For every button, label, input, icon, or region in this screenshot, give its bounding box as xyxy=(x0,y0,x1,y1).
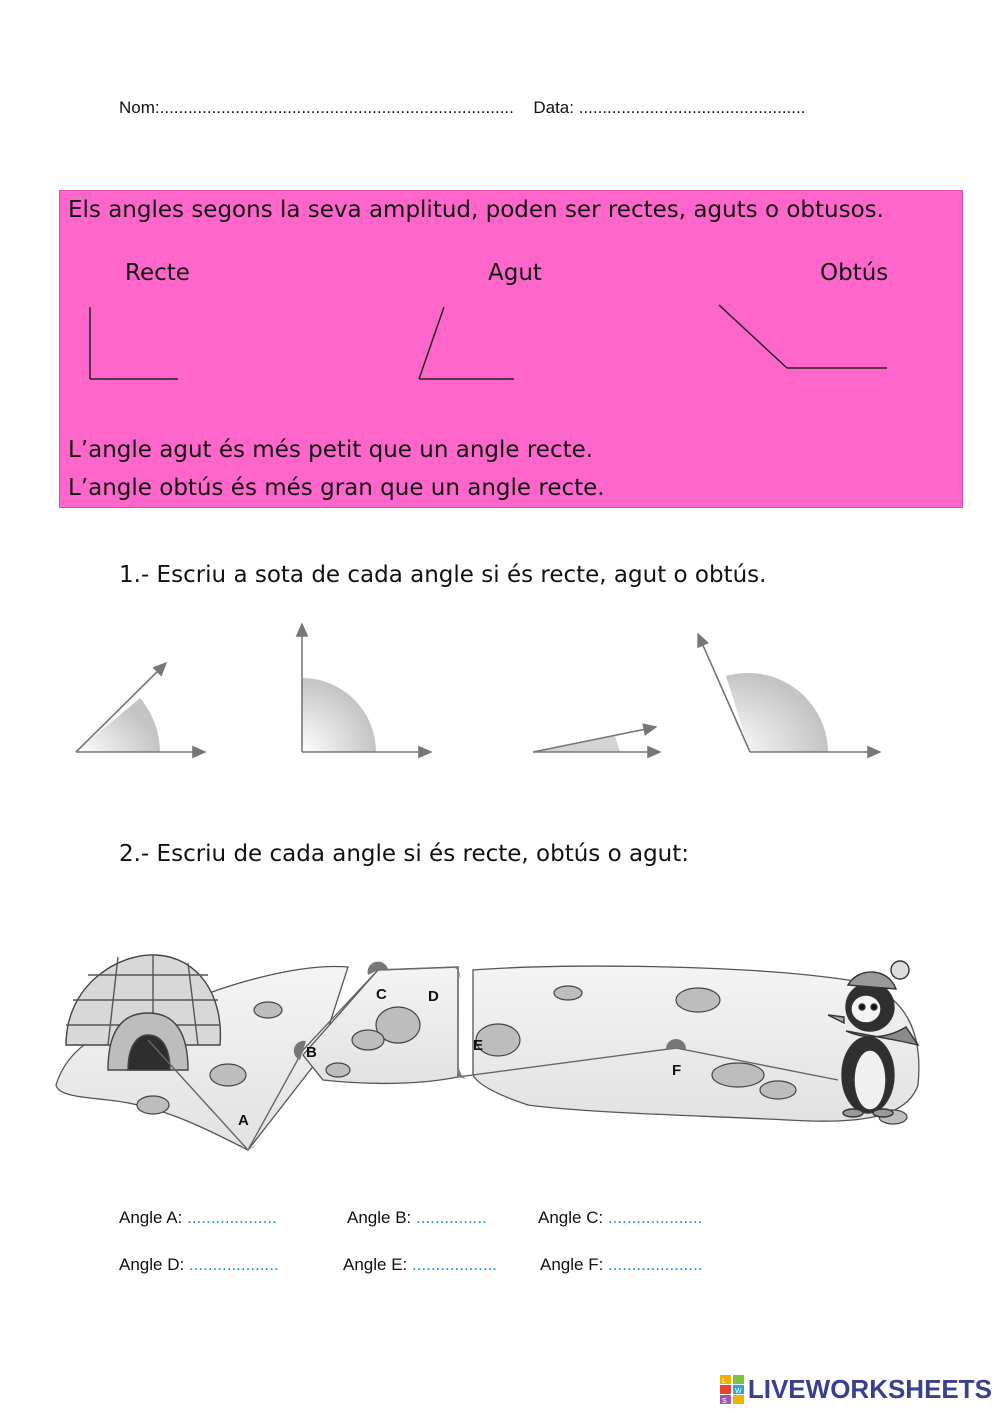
answer-b-field[interactable]: ............... xyxy=(416,1208,487,1227)
type-label-acute: Agut xyxy=(488,260,542,286)
exercise-1-angles xyxy=(0,610,1000,770)
info-intro: Els angles segons la seva amplitud, poden ser rectes, aguts o obtusos. xyxy=(68,197,884,223)
svg-text:W: W xyxy=(734,1387,742,1395)
answer-e-field[interactable]: .................. xyxy=(412,1255,498,1274)
answer-d-label: Angle D: xyxy=(119,1255,185,1274)
example-angles xyxy=(0,0,1000,420)
liveworksheets-watermark xyxy=(720,1374,992,1405)
answer-b-label: Angle B: xyxy=(347,1208,412,1227)
liveworksheets-logo-icon xyxy=(720,1375,744,1405)
name-label: Nom: xyxy=(119,98,160,117)
exercise-1-prompt: 1.- Escriu a sota de cada angle si és recte, agut o obtús. xyxy=(119,562,767,588)
point-label-b: B xyxy=(306,1044,317,1061)
example-acute-angle xyxy=(419,307,514,379)
exercise-1-angle-1 xyxy=(76,663,205,752)
exercise-1-angle-4 xyxy=(698,634,880,752)
igloo-scene xyxy=(48,945,928,1160)
answer-b xyxy=(347,1208,487,1228)
answer-f xyxy=(540,1255,703,1275)
date-field[interactable]: ................................................ xyxy=(578,98,806,117)
answer-a-field[interactable]: ................... xyxy=(187,1208,277,1227)
date-label: Data: xyxy=(533,98,574,117)
type-label-right: Recte xyxy=(125,260,190,286)
answer-d xyxy=(119,1255,279,1275)
svg-text:S: S xyxy=(721,1397,727,1405)
answer-c-field[interactable]: .................... xyxy=(607,1208,703,1227)
point-label-d: D xyxy=(428,988,439,1005)
point-label-c: C xyxy=(376,986,387,1003)
point-label-a: A xyxy=(238,1112,249,1129)
answer-d-field[interactable]: ................... xyxy=(188,1255,279,1274)
exercise-1-angle-3 xyxy=(533,727,660,752)
name-field[interactable]: ........................................................................... xyxy=(159,98,514,117)
point-label-f: F xyxy=(672,1062,682,1079)
point-label-e: E xyxy=(473,1037,484,1054)
answer-a xyxy=(119,1208,277,1228)
answer-c xyxy=(538,1208,702,1228)
info-note-acute: L’angle agut és més petit que un angle recte. xyxy=(68,437,594,463)
svg-text:L: L xyxy=(721,1377,726,1385)
answer-e xyxy=(343,1255,497,1275)
example-obtuse-angle xyxy=(719,305,887,368)
info-note-obtuse: L’angle obtús és més gran que un angle recte. xyxy=(68,475,605,501)
exercise-2-prompt: 2.- Escriu de cada angle si és recte, obtús o agut: xyxy=(119,841,690,867)
example-right-angle xyxy=(90,307,178,379)
answer-e-label: Angle E: xyxy=(343,1255,408,1274)
exercise-1-angle-2 xyxy=(302,624,431,752)
answer-f-label: Angle F: xyxy=(540,1255,604,1274)
answer-c-label: Angle C: xyxy=(538,1208,604,1227)
answer-f-field[interactable]: .................... xyxy=(608,1255,703,1274)
type-label-obtuse: Obtús xyxy=(820,260,889,286)
answer-a-label: Angle A: xyxy=(119,1208,183,1227)
liveworksheets-wordmark: LIVEWORKSHEETS xyxy=(747,1374,992,1404)
